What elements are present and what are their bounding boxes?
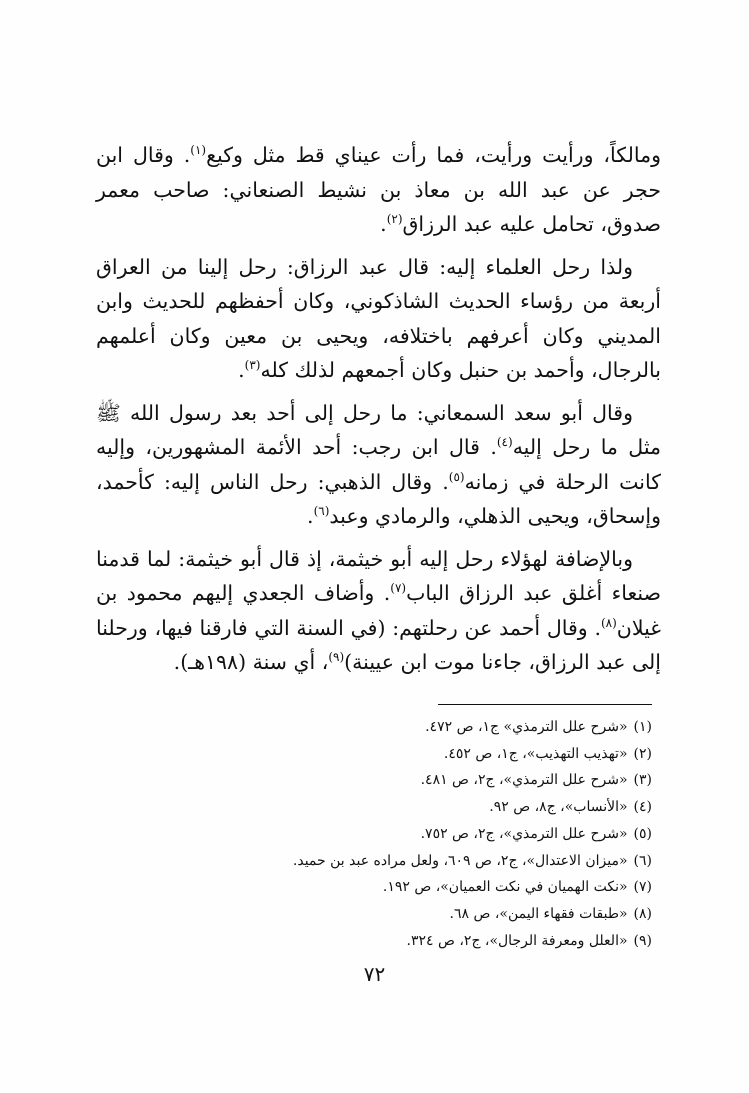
- footnote-reference: (٤): [496, 435, 513, 450]
- paragraph-text: . وأضاف الجعدي إليهم محمود بن غيلان: [96, 581, 661, 640]
- paragraph-text: . وقال أحمد عن رحلتهم: (في السنة التي فارقنا فيها، ورحلنا إلى عبد الرزاق، جاءنا موت ابن عيينة): [96, 615, 661, 674]
- footnote-reference: (٨): [600, 615, 617, 630]
- footnote-reference: (٣): [244, 358, 261, 373]
- paragraph-text: .: [307, 504, 314, 528]
- footnote-text: «نكت الهميان في نكت العميان»، ص ١٩٢.: [382, 879, 628, 896]
- footnote-number: (٧): [633, 879, 652, 896]
- paragraph-text: . وقال ابن حجر عن عبد الله بن معاذ بن نشيط الصنعاني: صاحب معمر صدوق، تحامل عليه عبد الرزاق: [96, 143, 661, 236]
- footnote: [132, 794, 652, 821]
- footnote-reference: (٧): [390, 581, 407, 596]
- footnote-text: «الأنساب»، ج٨، ص ٩٢.: [489, 799, 628, 816]
- footnote-number: (٦): [633, 852, 652, 869]
- footnote-reference: (٥): [448, 469, 465, 484]
- paragraph-text: .: [380, 212, 387, 236]
- paragraph-text: ، أي سنة (١٩٨هـ).: [173, 650, 329, 674]
- paragraph: [96, 396, 661, 534]
- footnote: [132, 741, 652, 768]
- paragraph-text: ولذا رحل العلماء إليه: قال عبد الرزاق: رحل إلينا من العراق أربعة من رؤساء الحديث الشاذكوني، وكان أحفظهم للحديث وابن المديني وكان أعرفهم باختلافه، ويحيى بن معين وكان أعلمهم بالرجال، وأحمد بن حنبل وكان أجمعهم لذلك كله: [96, 254, 661, 382]
- footnote-separator: [438, 704, 652, 705]
- paragraph-text: ومالكاً، ورأيت ورأيت، فما رأت عيناي قط مثل وكيع: [206, 143, 661, 167]
- paragraph-text: .: [238, 358, 245, 382]
- footnote: [132, 874, 652, 901]
- footnote: [132, 767, 652, 794]
- footnote-number: (٣): [633, 772, 652, 789]
- footnote-reference: (٦): [313, 504, 330, 519]
- footnote-text: «ميزان الاعتدال»، ج٢، ص ٦٠٩، ولعل مراده عبد بن حميد.: [292, 852, 628, 869]
- footnote: [132, 714, 652, 741]
- page-number: ٧٢: [363, 962, 386, 986]
- footnote-reference: (١): [190, 143, 207, 158]
- footnote-reference: (٢): [386, 212, 403, 227]
- footnote: [132, 901, 652, 928]
- footnote-number: (٤): [633, 799, 652, 816]
- footnote-text: «تهذيب التهذيب»، ج١، ص ٤٥٢.: [443, 745, 628, 762]
- footnote-reference: (٩): [328, 650, 345, 665]
- footnote: [132, 848, 652, 875]
- paragraph-text: وبالإضافة لهؤلاء رحل إليه أبو خيثمة، إذ قال أبو خيثمة: لما قدمنا صنعاء أغلق عبد الرزاق الباب: [96, 546, 661, 605]
- footnote-text: «شرح علل الترمذي» ج١، ص ٤٧٢.: [425, 719, 628, 735]
- footnote: [132, 821, 652, 848]
- paragraph-text: . قال ابن رجب: أحد الأئمة المشهورين، وإليه كانت الرحلة في زمانه: [96, 435, 661, 494]
- paragraph: [96, 138, 661, 242]
- footnote-text: «شرح علل الترمذي»، ج٢، ص ٧٥٢.: [420, 825, 628, 842]
- footnote-number: (١): [633, 719, 652, 735]
- main-text: [96, 138, 661, 688]
- footnote-number: (٥): [633, 825, 652, 842]
- footnote-text: «طبقات فقهاء اليمن»، ص ٦٨.: [449, 905, 628, 922]
- footnote-number: (٩): [633, 932, 652, 949]
- footnote: [132, 928, 652, 955]
- footnotes-list: [132, 714, 652, 954]
- footnote-number: (٨): [633, 905, 652, 922]
- paragraph-text: وقال أبو سعد السمعاني: ما رحل إلى أحد بعد رسول الله ﷺ مثل ما رحل إليه: [96, 400, 662, 459]
- paragraph: [96, 542, 661, 680]
- footnote-text: «العلل ومعرفة الرجال»، ج٢، ص ٣٢٤.: [406, 932, 628, 949]
- footnote-text: «شرح علل الترمذي»، ج٢، ص ٤٨١.: [420, 772, 628, 789]
- paragraph: [96, 250, 661, 388]
- paragraph-text: . وقال الذهبي: رحل الناس إليه: كأحمد، وإسحاق، ويحيى الذهلي، والرمادي وعبد: [96, 469, 661, 528]
- footnote-number: (٢): [633, 745, 652, 762]
